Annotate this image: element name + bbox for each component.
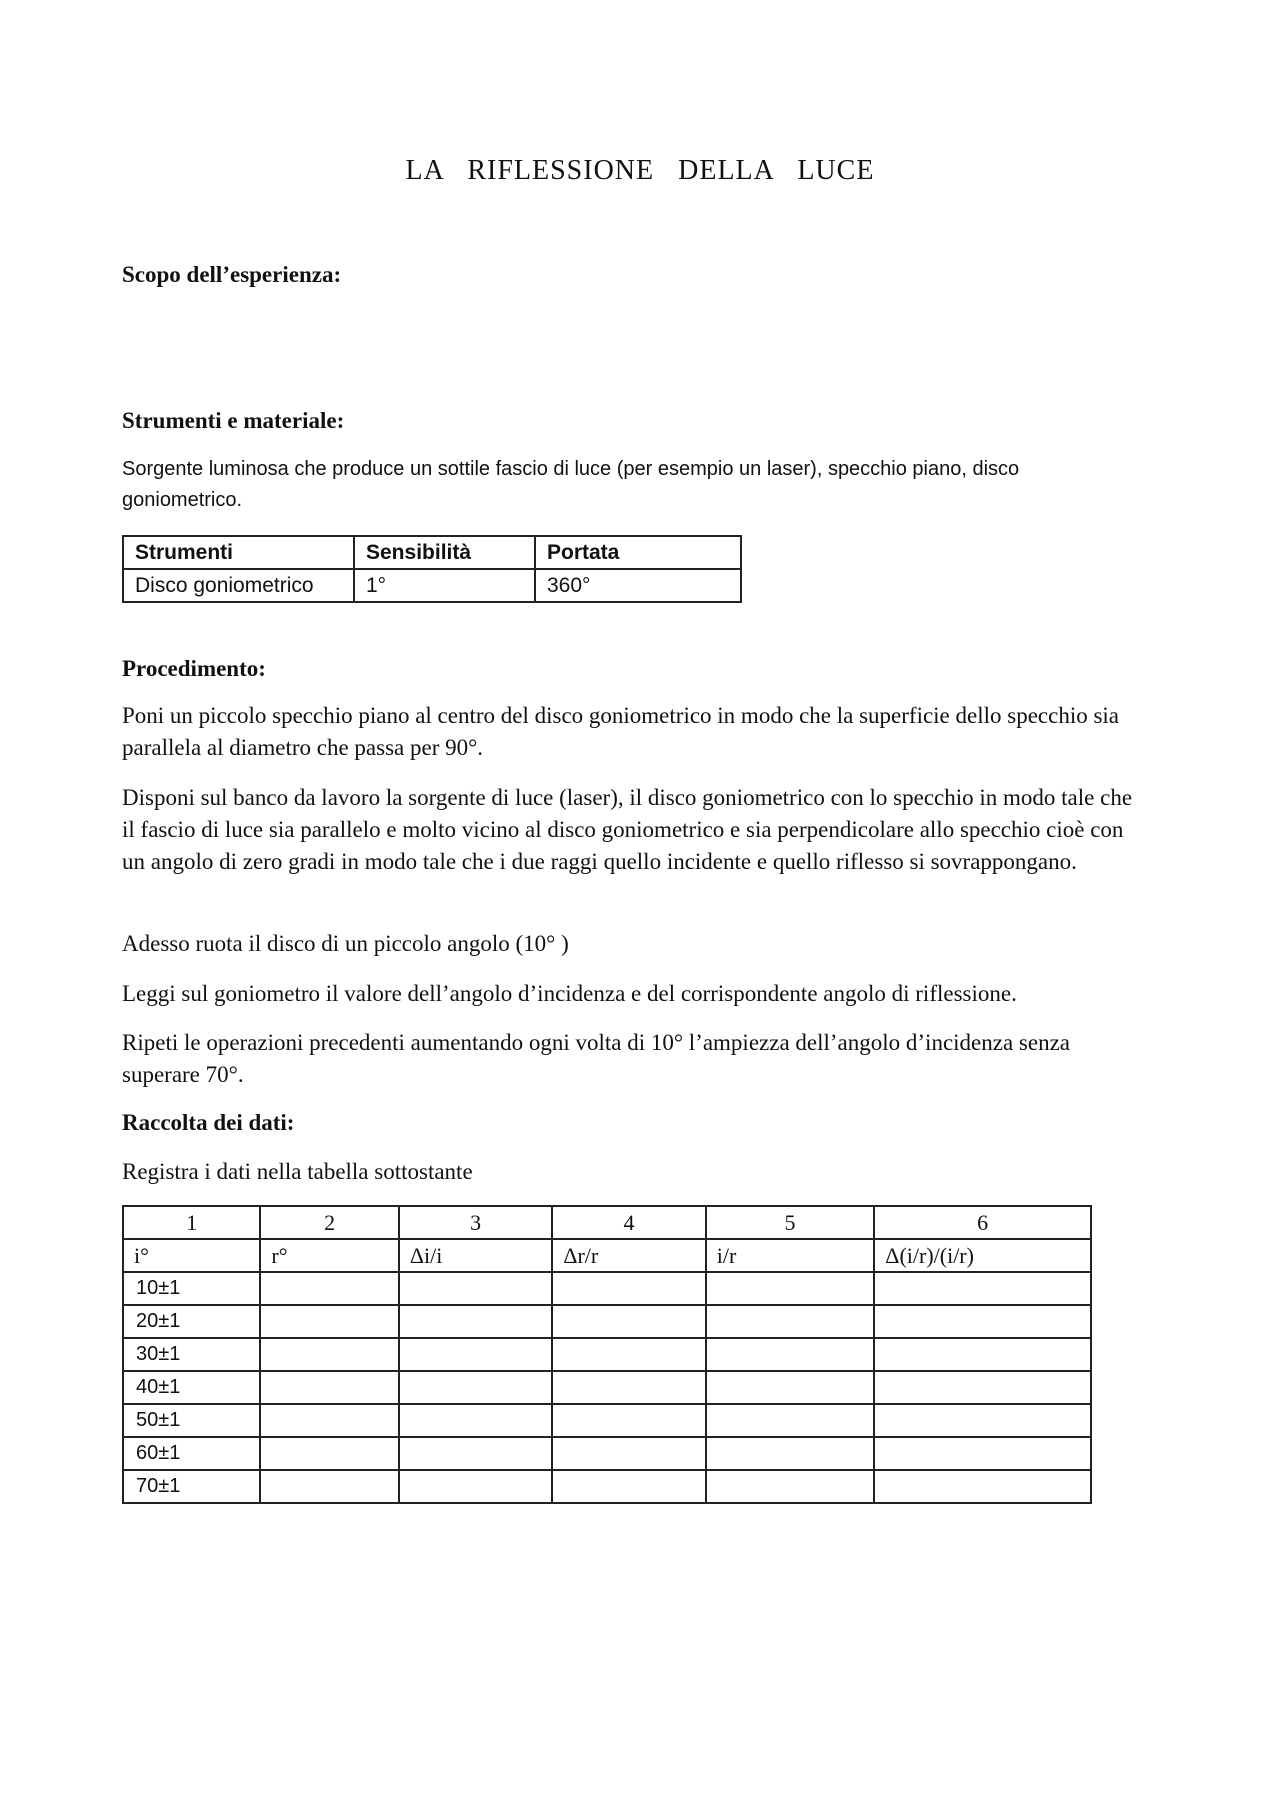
table-row — [123, 1404, 1091, 1437]
procedimento-paragraph-1: Poni un piccolo specchio piano al centro del disco goniometrico in modo che la superficie dello specchio sia parallela al diametro che passa per 90°. — [122, 703, 1120, 760]
header-cell: Portata — [535, 536, 741, 569]
table-row — [123, 1305, 1091, 1338]
header-cell: Strumenti — [123, 536, 354, 569]
table-cell: 1° — [354, 569, 535, 602]
angle-cell: 40±1 — [123, 1371, 260, 1404]
empty-cell — [399, 1404, 552, 1437]
procedimento-paragraph-2: Disponi sul banco da lavoro la sorgente di luce (laser), il disco goniometrico con lo specchio in modo tale che il fascio di luce sia parallelo e molto vicino al disco goniometrico e sia perpendicolare allo specchio cioè con un angolo di zero gradi in modo tale che i due raggi quello incidente e quello riflesso si sovrappongano. — [122, 785, 1133, 874]
procedimento-paragraph-5: Ripeti le operazioni precedenti aumentando ogni volta di 10° l’ampiezza dell’angolo d’incidenza senza superare 70°. — [122, 1030, 1070, 1087]
instrument-table — [122, 535, 742, 603]
empty-cell — [399, 1437, 552, 1470]
empty-cell — [706, 1305, 875, 1338]
column-number: 3 — [399, 1206, 552, 1239]
empty-cell — [874, 1470, 1091, 1503]
section-heading-procedimento: Procedimento: — [122, 656, 266, 681]
page-title: LA RIFLESSIONE DELLA LUCE — [405, 155, 875, 186]
data-table — [122, 1205, 1092, 1504]
empty-cell — [260, 1404, 398, 1437]
angle-cell: 70±1 — [123, 1470, 260, 1503]
empty-cell — [874, 1437, 1091, 1470]
empty-cell — [260, 1371, 398, 1404]
raccolta-text: Registra i dati nella tabella sottostante — [122, 1159, 473, 1184]
empty-cell — [552, 1272, 705, 1305]
section-heading-raccolta: Raccolta dei dati: — [122, 1110, 295, 1135]
angle-cell: 30±1 — [123, 1338, 260, 1371]
procedimento-paragraph-3: Adesso ruota il disco di un piccolo angolo (10° ) — [122, 931, 569, 956]
empty-cell — [552, 1371, 705, 1404]
column-symbol: i/r — [706, 1239, 875, 1272]
empty-cell — [874, 1371, 1091, 1404]
empty-cell — [706, 1371, 875, 1404]
column-number: 6 — [874, 1206, 1091, 1239]
strumenti-text: Sorgente luminosa che produce un sottile fascio di luce (per esempio un laser), specchio piano, disco goniometrico. — [122, 458, 1020, 511]
empty-cell — [260, 1338, 398, 1371]
empty-cell — [399, 1470, 552, 1503]
empty-cell — [552, 1338, 705, 1371]
empty-cell — [874, 1404, 1091, 1437]
empty-cell — [260, 1305, 398, 1338]
column-symbol: Δi/i — [399, 1239, 552, 1272]
empty-cell — [706, 1272, 875, 1305]
section-heading-scopo: Scopo dell’esperienza: — [122, 262, 342, 287]
data-table-number-row — [123, 1206, 1091, 1239]
empty-cell — [552, 1437, 705, 1470]
empty-cell — [260, 1272, 398, 1305]
angle-cell: 20±1 — [123, 1305, 260, 1338]
data-table-symbol-row — [123, 1239, 1091, 1272]
column-symbol: i° — [123, 1239, 260, 1272]
section-heading-strumenti: Strumenti e materiale: — [122, 408, 345, 433]
empty-cell — [552, 1404, 705, 1437]
table-cell: 360° — [535, 569, 741, 602]
angle-cell: 10±1 — [123, 1272, 260, 1305]
empty-cell — [706, 1437, 875, 1470]
empty-cell — [706, 1338, 875, 1371]
empty-cell — [399, 1305, 552, 1338]
empty-cell — [399, 1272, 552, 1305]
column-number: 1 — [123, 1206, 260, 1239]
column-symbol: Δr/r — [552, 1239, 705, 1272]
angle-cell: 50±1 — [123, 1404, 260, 1437]
table-row — [123, 1272, 1091, 1305]
column-number: 2 — [260, 1206, 398, 1239]
column-symbol: Δ(i/r)/(i/r) — [874, 1239, 1091, 1272]
table-row — [123, 1470, 1091, 1503]
column-number: 5 — [706, 1206, 875, 1239]
empty-cell — [399, 1338, 552, 1371]
instrument-table-row — [123, 569, 741, 602]
empty-cell — [399, 1371, 552, 1404]
empty-cell — [706, 1470, 875, 1503]
instrument-table-header — [123, 536, 741, 569]
empty-cell — [552, 1470, 705, 1503]
empty-cell — [874, 1272, 1091, 1305]
empty-cell — [552, 1305, 705, 1338]
angle-cell: 60±1 — [123, 1437, 260, 1470]
column-number: 4 — [552, 1206, 705, 1239]
table-row — [123, 1338, 1091, 1371]
procedimento-paragraph-4: Leggi sul goniometro il valore dell’angolo d’incidenza e del corrispondente angolo di riflessione. — [122, 981, 1017, 1006]
empty-cell — [874, 1338, 1091, 1371]
empty-cell — [706, 1404, 875, 1437]
header-cell: Sensibilità — [354, 536, 535, 569]
table-row — [123, 1437, 1091, 1470]
empty-cell — [260, 1470, 398, 1503]
table-row — [123, 1371, 1091, 1404]
empty-cell — [874, 1305, 1091, 1338]
empty-cell — [260, 1437, 398, 1470]
column-symbol: r° — [260, 1239, 398, 1272]
table-cell: Disco goniometrico — [123, 569, 354, 602]
